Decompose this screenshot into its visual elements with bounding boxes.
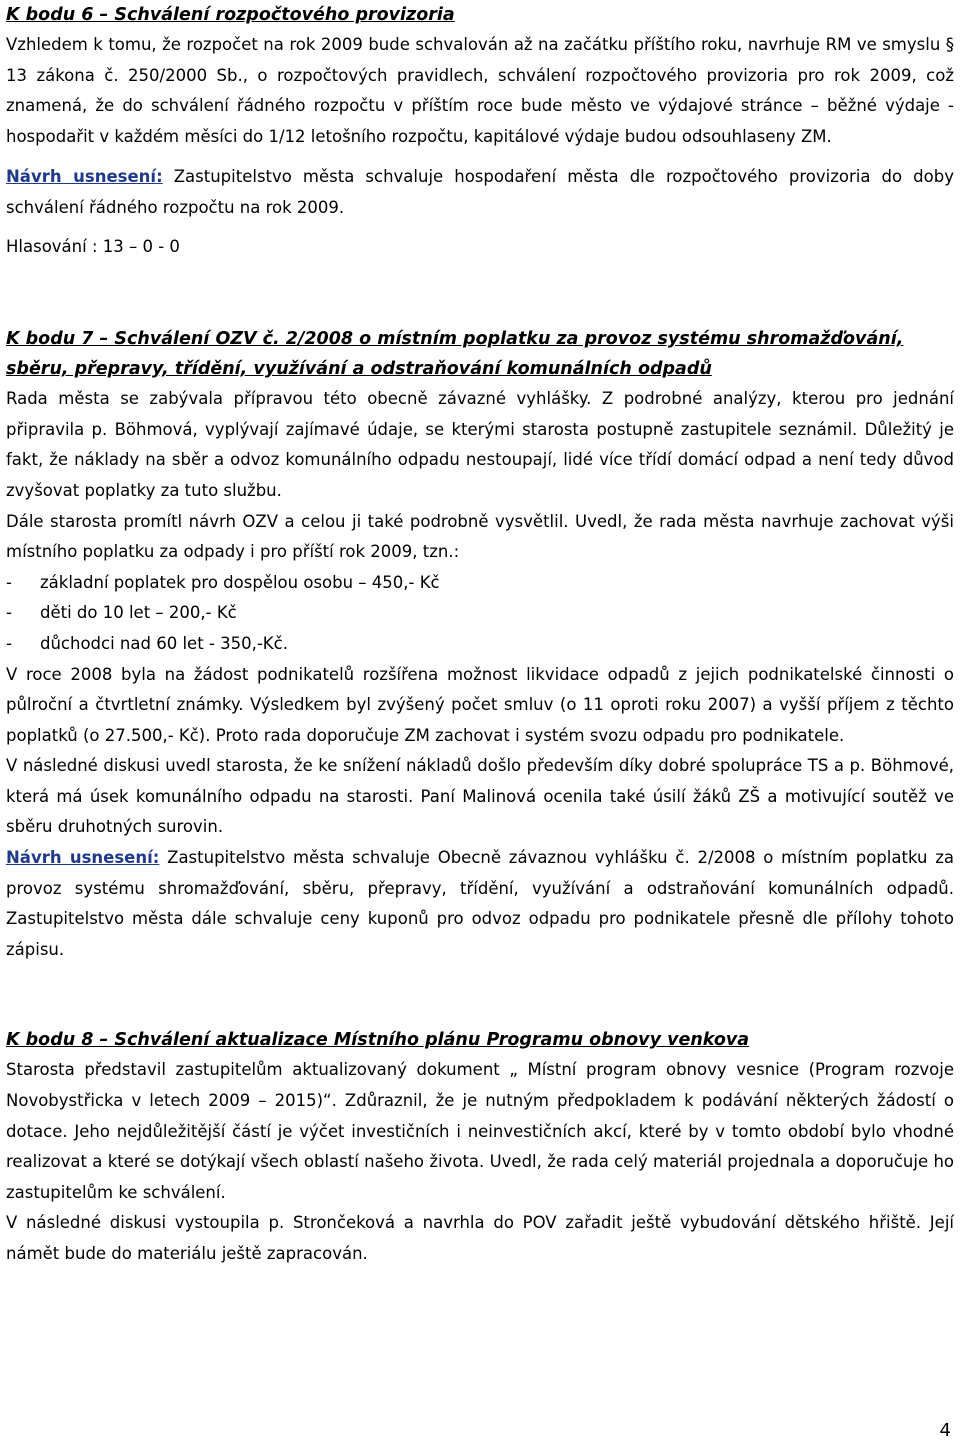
- resolution-label: Návrh usnesení:: [6, 167, 163, 187]
- section-7-title: [6, 324, 954, 384]
- section-7-title-line1: K bodu 7 – Schválení OZV č. 2/2008 o místním poplatku za provoz systému shromažďování,: [6, 329, 904, 350]
- section-6-resolution: [6, 162, 954, 223]
- section-6-vote: Hlasování : 13 – 0 - 0: [6, 236, 180, 256]
- section-7-paragraph-1: Rada města se zabývala přípravou této obecně závazné vyhlášky. Z podrobné analýzy, kterou pro jednání připravila p. Böhmová, vyplývají zajímavé údaje, se kterými starosta postupně zastupitele seznámil. Důležitý je fakt, že náklady na sběr a odvoz komunálního odpadu nestoupají, lidé více třídí domácí odpad a není tedy důvod zvyšovat poplatky za tuto službu.: [6, 389, 954, 500]
- resolution-label: Návrh usnesení:: [6, 848, 160, 868]
- section-8-title: K bodu 8 – Schválení aktualizace Místního plánu Programu obnovy venkova: [6, 1030, 750, 1051]
- fee-list: [6, 568, 954, 660]
- page-number: 4: [939, 1420, 951, 1441]
- section-7-title-line2: sběru, přepravy, třídění, využívání a odstraňování komunálních odpadů: [6, 359, 712, 380]
- section-8-paragraph-1: Starosta představil zastupitelům aktualizovaný dokument „ Místní program obnovy vesnice (Program rozvoje Novobystřicka v letech 2009 – 2015)“. Zdůraznil, že je nutným předpokladem k podávání některých žádostí o dotace. Jeho nejdůležitější částí je výčet investičních i neinvestičních akcí, které by v tomto období bylo vhodné realizovat a které se dotýkají všech oblastí našeho života. Uvedl, že rada celý materiál projednala a doporučuje ho zastupitelům ke schválení.: [6, 1060, 954, 1202]
- section-6-text: Vzhledem k tomu, že rozpočet na rok 2009 bude schvalován až na začátku příštího roku, navrhuje RM ve smyslu § 13 zákona č. 250/2000 Sb., o rozpočtových pravidlech, schválení rozpočtového provizoria pro rok 2009, což znamená, že do schválení řádného rozpočtu v příštím roce bude město ve výdajové stránce – běžné výdaje - hospodařit v každém měsíci do 1/12 letošního rozpočtu, kapitálové výdaje budou odsouhlaseny ZM.: [6, 35, 954, 146]
- list-item: - děti do 10 let – 200,- Kč: [6, 603, 237, 623]
- section-7-paragraph-3: V roce 2008 byla na žádost podnikatelů rozšířena možnost likvidace odpadů z jejich podnikatelské činnosti o půlroční a čtvrtletní známky. Výsledkem byl zvýšený počet smluv (o 11 oproti roku 2007) a vyšší příjem z těchto poplatků (o 27.500,- Kč). Proto rada doporučuje ZM zachovat i systém svozu odpadu pro podnikatele.: [6, 664, 954, 745]
- list-item: - důchodci nad 60 let - 350,-Kč.: [6, 633, 288, 653]
- section-7-paragraph-2: Dále starosta promítl návrh OZV a celou ji také podrobně vysvětlil. Uvedl, že rada města navrhuje zachovat výši místního poplatku za odpady i pro příští rok 2009, tzn.:: [6, 511, 954, 562]
- section-8-paragraph-2: V následné diskusi vystoupila p. Strončeková a navrhla do POV zařadit ještě vybudování dětského hřiště. Její námět bude do materiálu ještě zapracován.: [6, 1213, 954, 1263]
- resolution-text: Zastupitelstvo města schvaluje Obecně závaznou vyhlášku č. 2/2008 o místním poplatku za provoz systému shromažďování, sběru, přepravy, třídění, využívání a odstraňování komunálních odpadů. Zastupitelstvo města dále schvaluje ceny kuponů pro odvoz odpadu pro podnikatele přesně dle přílohy tohoto zápisu.: [6, 848, 954, 959]
- resolution-text: Zastupitelstvo města schvaluje hospodaření města dle rozpočtového provizoria do doby schválení řádného rozpočtu na rok 2009.: [6, 167, 954, 217]
- section-7-resolution: [6, 843, 954, 965]
- section-6-title: K bodu 6 – Schválení rozpočtového provizoria: [6, 5, 455, 25]
- list-item: - základní poplatek pro dospělou osobu – 450,- Kč: [6, 572, 440, 592]
- section-7-paragraph-4: V následné diskusi uvedl starosta, že ke snížení nákladů došlo především díky dobré spolupráce TS a p. Böhmové, která má úsek komunálního odpadu na starosti. Paní Malinová ocenila také úsilí žáků ZŠ a motivující soutěž ve sběru druhotných surovin.: [6, 756, 954, 837]
- document-page: [6, 0, 954, 1270]
